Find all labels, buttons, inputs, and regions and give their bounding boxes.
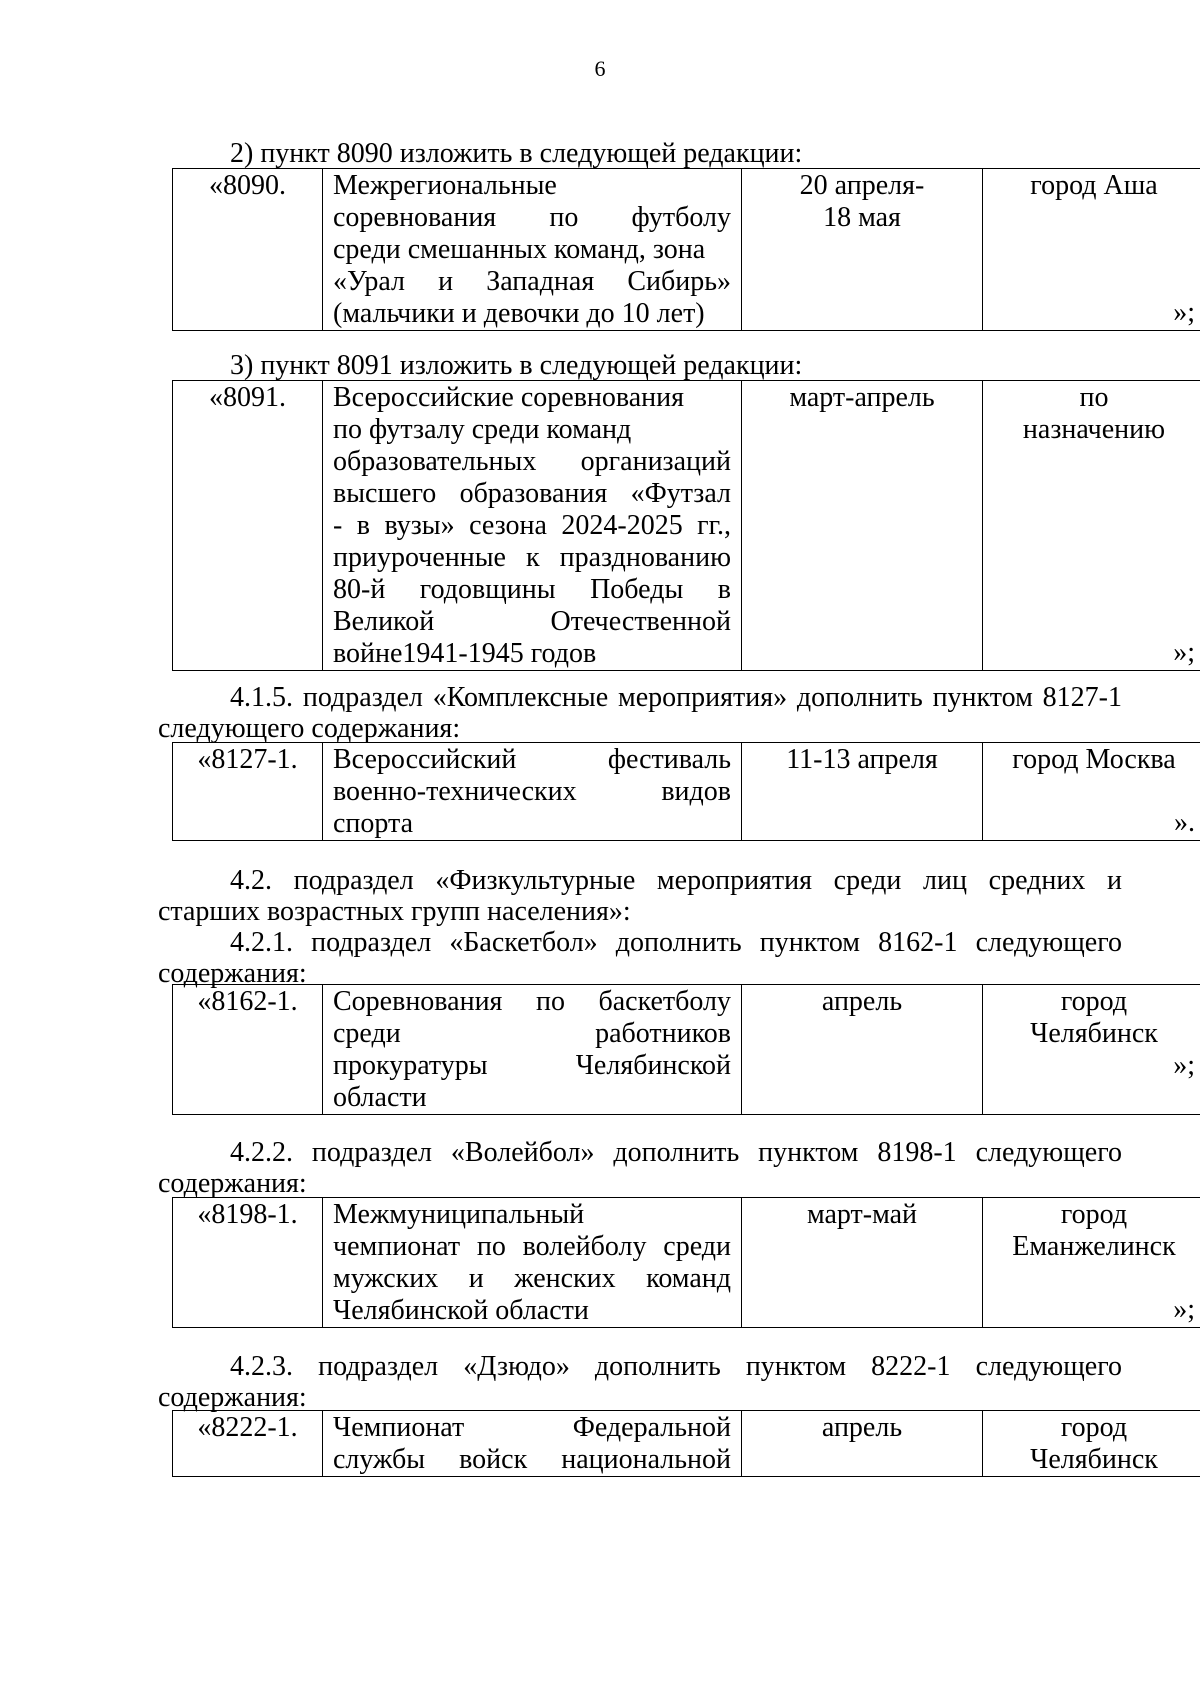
event-place-line: город [1060, 1412, 1128, 1443]
event-date-cell [742, 169, 983, 331]
table-row [173, 743, 1200, 841]
event-name-line: приуроченные к празднованию [333, 542, 731, 573]
event-place-cell [983, 381, 1200, 671]
event-name-cell [323, 985, 742, 1115]
event-place-line: Челябинск [1030, 1018, 1158, 1049]
event-date-cell [742, 1198, 983, 1328]
closing-quote: »; [1173, 1294, 1195, 1325]
event-name-cell [323, 381, 742, 671]
event-name-line: прокуратуры Челябинской [333, 1050, 731, 1081]
event-date-line: апрель [821, 986, 903, 1017]
item-number-cell: «8162-1. [173, 985, 323, 1115]
event-date-line: 18 мая [823, 202, 901, 233]
table-item-8127-1 [172, 742, 1200, 841]
table-row [173, 169, 1200, 331]
paragraph-4-2-3-line2: содержания: [158, 1382, 307, 1413]
paragraph-4-2-line1: 4.2. подраздел «Физкультурные мероприятия среди лиц средних и [230, 865, 1122, 896]
event-name-line: чемпионат по волейболу среди [333, 1231, 731, 1262]
event-name-cell [323, 743, 742, 841]
paragraph-4-1-5-line2: следующего содержания: [158, 713, 461, 744]
event-date-cell [742, 985, 983, 1115]
event-place-line: город Аша [1030, 170, 1158, 201]
paragraph-item-8091-intro: 3) пункт 8091 изложить в следующей редакции: [230, 350, 803, 381]
event-name-line: Челябинской области [333, 1295, 589, 1326]
event-name-cell [323, 169, 742, 331]
closing-quote: »; [1173, 1050, 1195, 1081]
event-name-line: - в вузы» сезона 2024-2025 гг., [333, 510, 731, 541]
event-place-line: город [1060, 986, 1128, 1017]
event-name-line: 80-й годовщины Победы в [333, 574, 731, 605]
paragraph-4-2-1-line2: содержания: [158, 958, 307, 989]
event-date-line: март-май [806, 1199, 918, 1230]
table-item-8162-1 [172, 984, 1200, 1115]
event-date-line: апрель [821, 1412, 903, 1443]
event-date-cell [742, 381, 983, 671]
event-place-cell [983, 1411, 1200, 1477]
paragraph-4-2-1-line1: 4.2.1. подраздел «Баскетбол» дополнить пунктом 8162-1 следующего [230, 927, 1122, 958]
item-number-cell: «8090. [173, 169, 323, 331]
event-date-cell [742, 743, 983, 841]
page-number: 6 [594, 56, 606, 81]
closing-quote: »; [1173, 297, 1195, 328]
event-name-line: (мальчики и девочки до 10 лет) [333, 298, 705, 329]
event-name-line: Всероссийский фестиваль [333, 744, 731, 775]
event-place-line: по [1079, 382, 1109, 413]
table-item-8091 [172, 380, 1200, 671]
paragraph-4-1-5-line1: 4.1.5. подраздел «Комплексные мероприятия» дополнить пунктом 8127-1 [230, 682, 1122, 713]
event-name-line: мужских и женских команд [333, 1263, 731, 1294]
event-name-line: среди смешанных команд, зона [333, 234, 706, 265]
event-name-line: Чемпионат Федеральной [333, 1412, 731, 1443]
event-name-line: Великой Отечественной [333, 606, 731, 637]
item-number-cell: «8091. [173, 381, 323, 671]
event-name-line: службы войск национальной [333, 1444, 731, 1475]
event-place-cell [983, 985, 1200, 1115]
closing-quote: ». [1174, 807, 1195, 838]
table-row [173, 1198, 1200, 1328]
event-name-line: среди работников [333, 1018, 731, 1049]
event-place-line: Еманжелинск [1012, 1231, 1176, 1262]
table-item-8090 [172, 168, 1200, 331]
event-place-cell [983, 169, 1200, 331]
event-name-cell [323, 1411, 742, 1477]
table-item-8222-1 [172, 1410, 1200, 1477]
event-name-line: военно-технических видов [333, 776, 731, 807]
event-place-line: город Москва [1012, 744, 1176, 775]
event-date-line: март-апрель [789, 382, 935, 413]
event-name-line: войне1941-1945 годов [333, 638, 597, 669]
table-row [173, 985, 1200, 1115]
event-place-cell [983, 743, 1200, 841]
event-name-line: области [333, 1082, 427, 1113]
event-date-line: 20 апреля- [799, 170, 925, 201]
event-place-line: назначению [1022, 414, 1166, 445]
event-place-cell [983, 1198, 1200, 1328]
table-row [173, 381, 1200, 671]
event-place-line: город [1060, 1199, 1128, 1230]
event-name-line: соревнования по футболу [333, 202, 731, 233]
table-item-8198-1 [172, 1197, 1200, 1328]
event-name-line: спорта [333, 808, 414, 839]
paragraph-item-8090-intro: 2) пункт 8090 изложить в следующей редакции: [230, 138, 803, 169]
event-date-line: 11-13 апреля [786, 744, 938, 775]
event-place-line: Челябинск [1030, 1444, 1158, 1475]
event-name-line: Межрегиональные [333, 170, 557, 201]
table-row [173, 1411, 1200, 1477]
paragraph-4-2-2-line1: 4.2.2. подраздел «Волейбол» дополнить пунктом 8198-1 следующего [230, 1137, 1122, 1168]
item-number-cell: «8222-1. [173, 1411, 323, 1477]
paragraph-4-2-3-line1: 4.2.3. подраздел «Дзюдо» дополнить пунктом 8222-1 следующего [230, 1351, 1122, 1382]
event-name-cell [323, 1198, 742, 1328]
item-number-cell: «8127-1. [173, 743, 323, 841]
event-name-line: Соревнования по баскетболу [333, 986, 731, 1017]
paragraph-4-2-line2: старших возрастных групп населения»: [158, 896, 631, 927]
event-name-line: по футзалу среди команд [333, 414, 632, 445]
closing-quote: »; [1173, 637, 1195, 668]
event-name-line: «Урал и Западная Сибирь» [333, 266, 731, 297]
event-name-line: образовательных организаций [333, 446, 731, 477]
item-number-cell: «8198-1. [173, 1198, 323, 1328]
event-date-cell [742, 1411, 983, 1477]
event-name-line: высшего образования «Футзал [333, 478, 731, 509]
event-name-line: Всероссийские соревнования [333, 382, 685, 413]
paragraph-4-2-2-line2: содержания: [158, 1168, 307, 1199]
event-name-line: Межмуниципальный [333, 1199, 585, 1230]
